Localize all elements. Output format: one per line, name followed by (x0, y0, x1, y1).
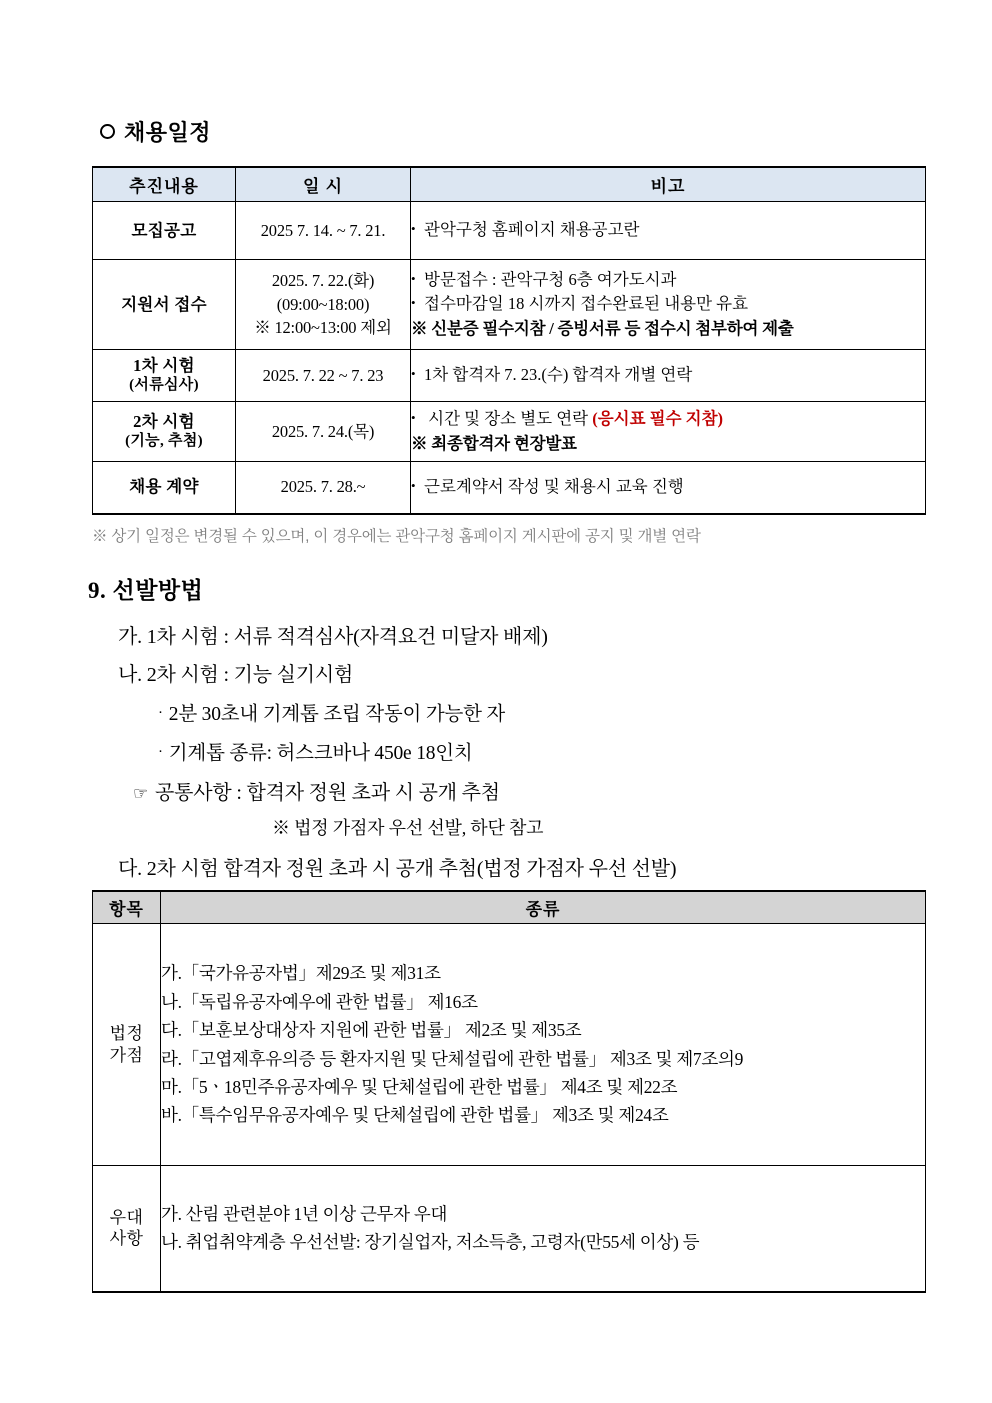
bullet-icon (411, 292, 424, 316)
schedule-table (92, 166, 926, 515)
row-item: 2차 시험 (기능, 추첨) (93, 402, 236, 462)
row-items (161, 924, 926, 1166)
selection-line-a: 가. 1차 시험 : 서류 적격심사(자격요건 미달자 배제) (118, 626, 548, 648)
table-row (93, 202, 926, 260)
table-row (93, 1166, 926, 1292)
schedule-footnote: ※ 상기 일정은 변경될 수 있으며, 이 경우에는 관악구청 홈페이지 게시판에 공지 및 개별 연락 (92, 528, 701, 545)
list-item: 나.「독립유공자예우에 관한 법률」 제16조 (161, 991, 478, 1012)
list-item: 가.「국가유공자법」제29조 및 제31조 (161, 963, 441, 984)
list-item: 나. 취업취약계층 우선선발: 장기실업자, 저소득층, 고령자(만55세 이상) 등 (161, 1232, 700, 1253)
row-date: 2025. 7. 24.(목) (236, 402, 411, 462)
selection-subline-2: · 기계톱 종류: 허스크바나 450e 18인치 (158, 743, 473, 764)
row-item: 지원서 접수 (93, 260, 236, 350)
row-date: 2025 7. 14. ~ 7. 21. (236, 202, 411, 260)
dot-icon: · (158, 705, 163, 721)
selection-line-c: 다. 2차 시험 합격자 정원 초과 시 공개 추첨(법정 가점자 우선 선발) (118, 858, 677, 880)
row-item: 채용 계약 (93, 462, 236, 514)
header-date: 일 시 (236, 167, 411, 202)
list-item: 마.「5ㆍ18민주유공자예우 및 단체설립에 관한 법률」 제4조 및 제22조 (161, 1076, 678, 1097)
row-category: 우대 사항 (93, 1166, 161, 1292)
row-item: 모집공고 (93, 202, 236, 260)
list-item: 가. 산림 관련분야 1년 이상 근무자 우대 (161, 1203, 448, 1224)
section-title: 9. 선발방법 (88, 578, 204, 603)
selection-subline-1: · 2분 30초내 기계톱 조립 작동이 가능한 자 (158, 704, 506, 725)
remark-line: • 근로계약서 작성 및 채용시 교육 진행 (411, 475, 925, 499)
legal-priority-note: ※ 법정 가점자 우선 선발, 하단 참고 (272, 818, 544, 838)
table-row (93, 402, 926, 462)
row-remarks (411, 202, 926, 260)
remark-line: •방문접수 : 관악구청 6층 여가도시과 (411, 268, 925, 292)
table-row (93, 924, 926, 1166)
circle-bullet-icon (100, 124, 115, 139)
remark-line: •접수마감일 18 시까지 접수완료된 내용만 유효 (411, 292, 925, 316)
schedule-table-header-row (93, 167, 926, 202)
table-row (93, 260, 926, 350)
row-remarks (411, 260, 926, 350)
row-items (161, 1166, 926, 1292)
schedule-heading-text: 채용일정 (124, 120, 212, 145)
remark-line: • 시간 및 장소 별도 연락 (응시표 필수 지참) (411, 407, 925, 431)
list-item: 다.「보훈보상대상자 지원에 관한 법률」 제2조 및 제35조 (161, 1020, 582, 1041)
pointing-hand-icon: ☞ (133, 784, 149, 803)
header-category: 항목 (93, 891, 161, 924)
selection-line-b: 나. 2차 시험 : 기능 실기시험 (118, 664, 354, 686)
header-remarks: 비고 (411, 167, 926, 202)
list-item: 라.「고엽제후유의증 등 환자지원 및 단체설립에 관한 법률」 제3조 및 제7조의9 (161, 1048, 744, 1069)
remark-line: • 1차 합격자 7. 23.(수) 합격자 개별 연락 (411, 363, 925, 387)
bullet-icon (411, 218, 424, 242)
table-row (93, 462, 926, 514)
schedule-heading (100, 116, 211, 147)
common-note-line: ☞ 공통사항 : 합격자 정원 초과 시 공개 추첨 (133, 782, 500, 804)
remark-line: • 관악구청 홈페이지 채용공고란 (411, 218, 925, 242)
row-item: 1차 시험 (서류심사) (93, 350, 236, 402)
dot-icon: · (158, 744, 163, 760)
bonus-table-header-row (93, 891, 926, 924)
bullet-icon (411, 475, 424, 499)
row-date: 2025. 7. 28.~ (236, 462, 411, 514)
row-date: 2025. 7. 22.(화) (09:00~18:00) ※ 12:00~13:00 제외 (236, 260, 411, 350)
remark-line-emphasis: ※ 최종합격자 현장발표 (411, 433, 577, 453)
remark-red-text: (응시표 필수 지참) (592, 409, 724, 429)
row-remarks (411, 462, 926, 514)
row-category: 법정 가점 (93, 924, 161, 1166)
row-remarks (411, 402, 926, 462)
header-item: 추진내용 (93, 167, 236, 202)
bonus-points-table (92, 890, 926, 1293)
table-row (93, 350, 926, 402)
header-type: 종류 (161, 891, 926, 924)
list-item: 바.「특수임무유공자예우 및 단체설립에 관한 법률」 제3조 및 제24조 (161, 1105, 669, 1126)
row-remarks (411, 350, 926, 402)
bullet-icon (411, 407, 424, 431)
row-date: 2025. 7. 22 ~ 7. 23 (236, 350, 411, 402)
bullet-icon (411, 363, 424, 387)
bullet-icon (411, 268, 424, 292)
remark-line-emphasis: ※ 신분증 필수지참 / 증빙서류 등 접수시 첨부하여 제출 (411, 318, 794, 338)
